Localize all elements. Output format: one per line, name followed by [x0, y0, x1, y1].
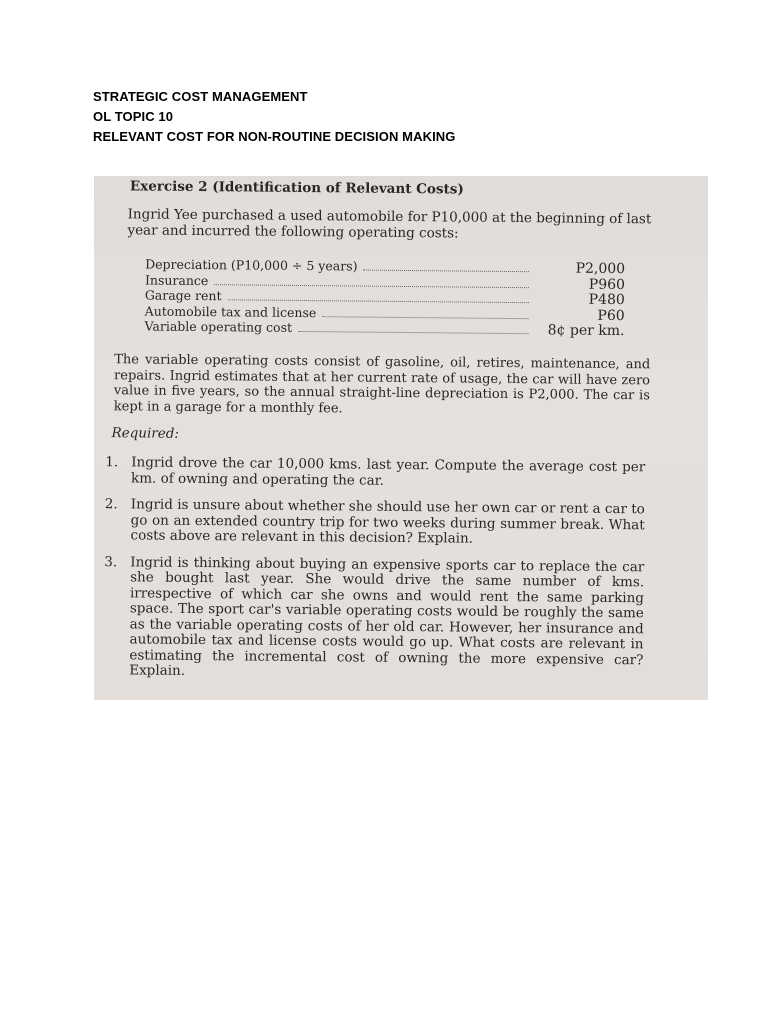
- requirement-text: Ingrid is thinking about buying an expensive sports car to replace the car she bought last year. She would drive the same number of kms. irrespective of which car she owns and would rent the same parking space. The sport car's variable operating costs would be roughly the same as the variable operating costs of her old car. However, her insurance and automobile tax and license costs would go up. What costs are relevant in estimating the incremental cost of owning the more expensive car? Explain.: [129, 553, 645, 679]
- course-title: STRATEGIC COST MANAGEMENT: [93, 89, 308, 104]
- leader-dots: [228, 289, 529, 303]
- cost-label: Variable operating cost: [144, 318, 293, 335]
- requirement-item: [103, 555, 644, 684]
- cost-label: Insurance: [144, 271, 209, 288]
- leader-dots: [298, 321, 529, 334]
- cost-value: P60: [597, 307, 625, 324]
- leader-dots: [214, 274, 529, 288]
- cost-value: P2,000: [575, 260, 626, 278]
- topic-title: RELEVANT COST FOR NON-ROUTINE DECISION MAKING: [93, 129, 456, 144]
- cost-label: Garage rent: [144, 287, 222, 304]
- cost-value: P960: [588, 276, 626, 293]
- explanation-paragraph: The variable operating costs consist of gasoline, oil, retires, maintenance, and repairs. Ingrid estimates that at her current rate of usage, the car will have zero value in five years, so the annual straight-line depreciation is P2,000. The car is kept in a garage for a monthly fee.: [113, 352, 651, 416]
- cost-value: 8¢ per km.: [547, 322, 625, 340]
- cost-list: [144, 256, 625, 338]
- document-header: [93, 87, 455, 147]
- cost-label: Depreciation (P10,000 ÷ 5 years): [145, 256, 358, 274]
- cost-row: [144, 318, 624, 338]
- requirement-item: [105, 455, 645, 491]
- requirement-item: [104, 497, 644, 549]
- exercise-title: Exercise 2 (Identification of Relevant Costs): [129, 178, 464, 198]
- requirement-number: 2.: [104, 496, 118, 513]
- requirements-list: [103, 455, 645, 695]
- required-heading: Required:: [111, 425, 180, 442]
- cost-value: P480: [588, 291, 625, 309]
- requirement-text: Ingrid is unsure about whether she should use her own car or rent a car to go on an extended country trip for two weeks during summer break. What costs above are relevant in this decision? Explain.: [130, 496, 645, 547]
- topic-number: OL TOPIC 10: [93, 109, 174, 124]
- leader-dots: [322, 306, 528, 319]
- requirement-text: Ingrid drove the car 10,000 kms. last year. Compute the average cost per km. of owning and operating the car.: [131, 454, 646, 489]
- cost-label: Automobile tax and license: [144, 302, 317, 320]
- requirement-number: 1.: [105, 454, 119, 471]
- exercise-intro: Ingrid Yee purchased a used automobile for P10,000 at the beginning of last year and incurred the following operating costs:: [127, 206, 652, 242]
- exercise-photo: [94, 176, 708, 700]
- leader-dots: [363, 260, 529, 273]
- exercise-page: [94, 176, 708, 700]
- requirement-number: 3.: [104, 553, 118, 570]
